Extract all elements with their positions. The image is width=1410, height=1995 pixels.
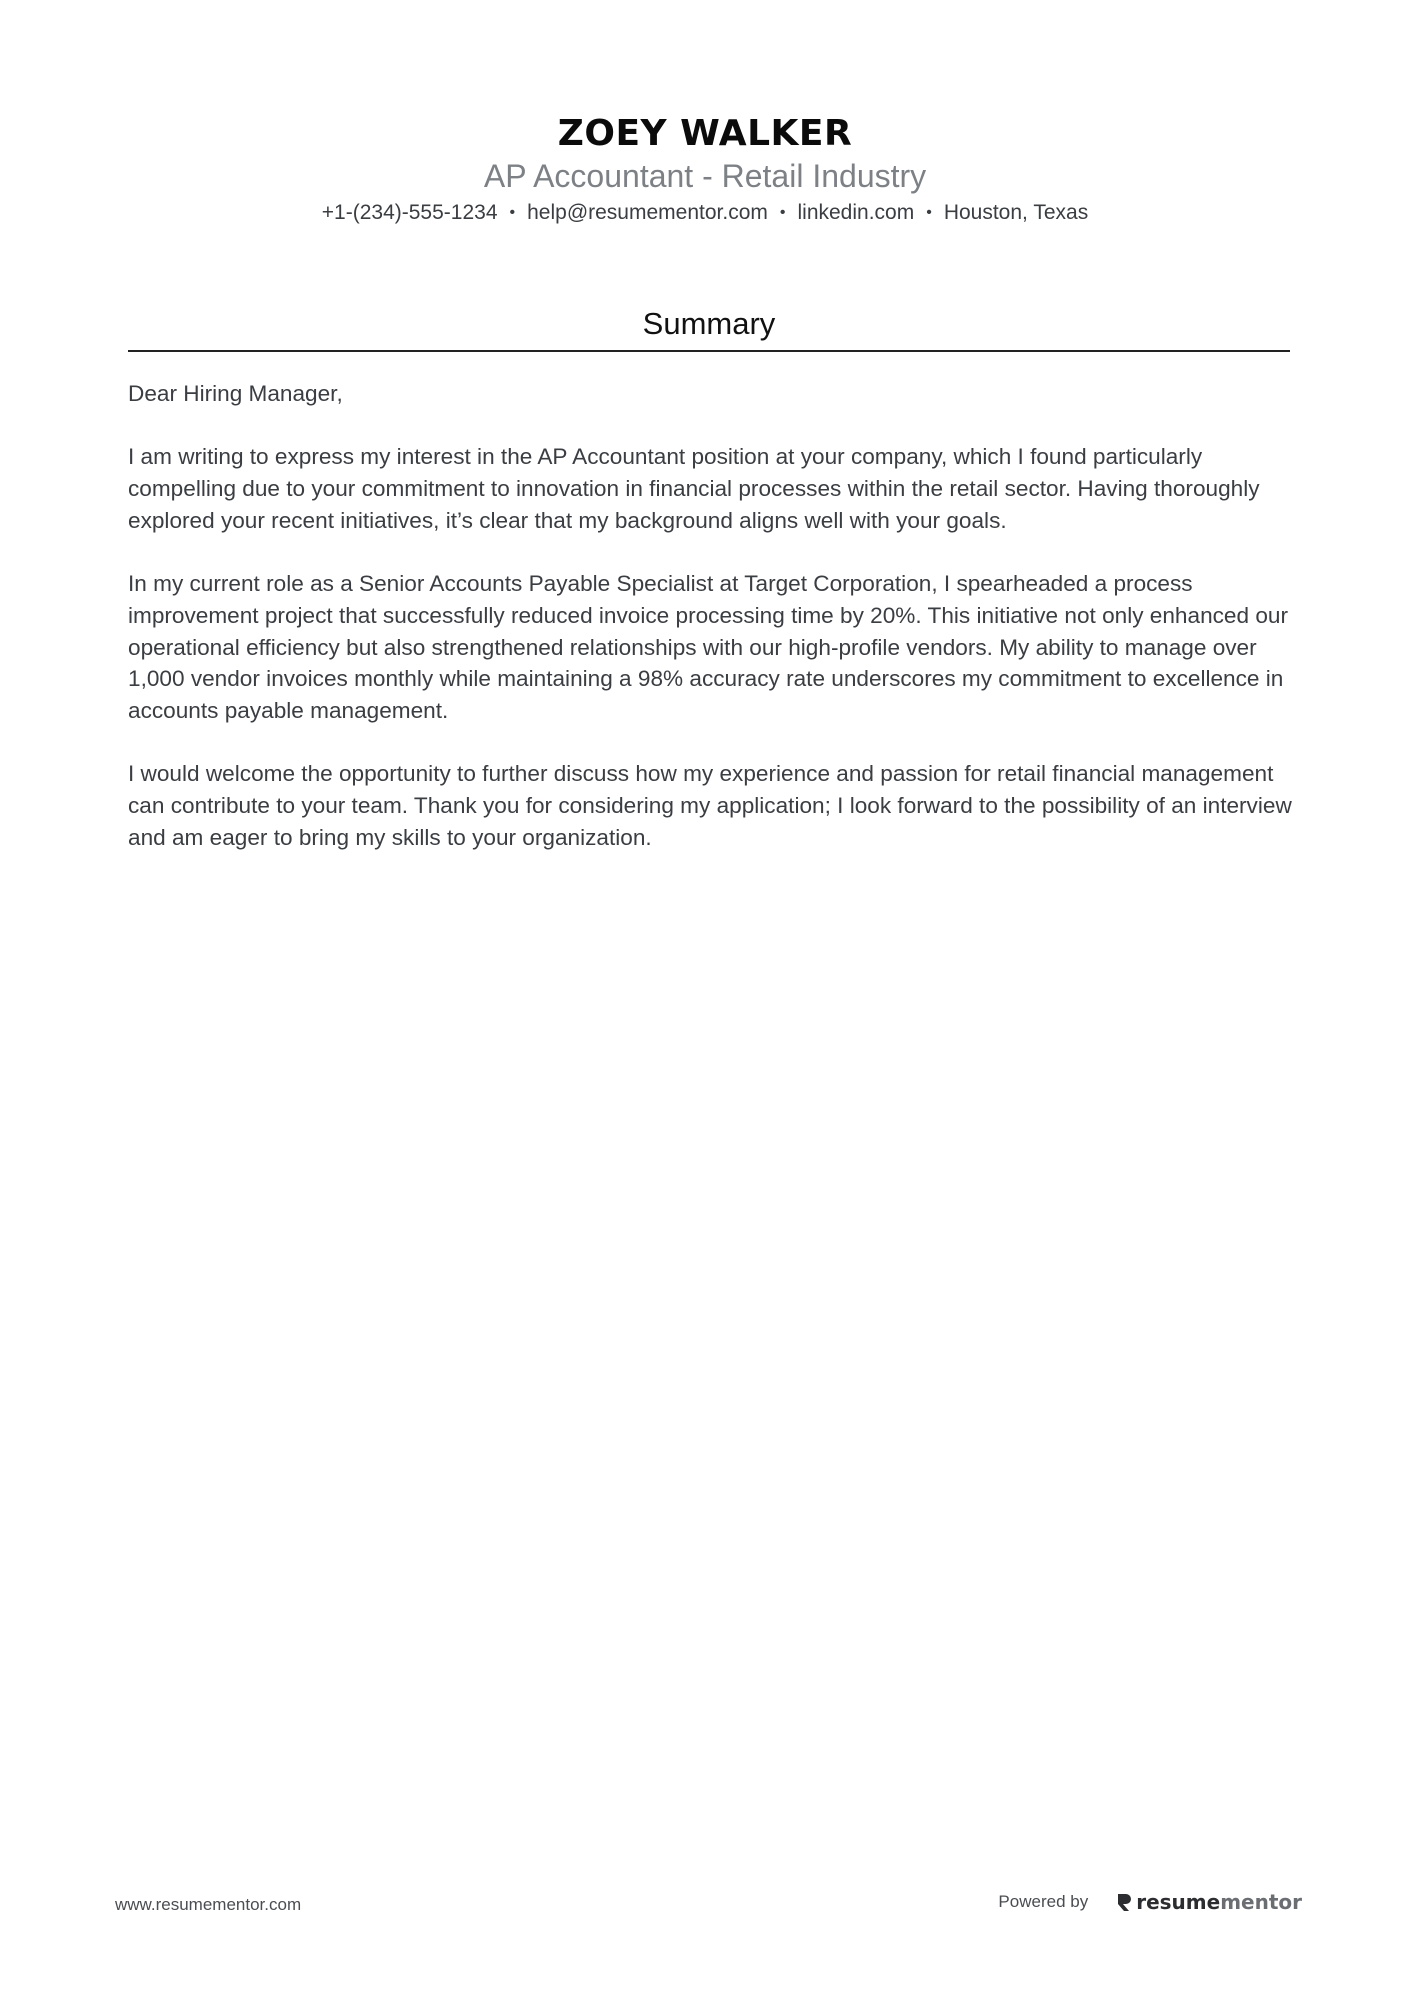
contact-line (0, 198, 1410, 228)
summary-section (128, 302, 1290, 352)
letter-greeting: Dear Hiring Manager, (128, 381, 343, 406)
section-title: Summary (128, 302, 1290, 352)
resumementor-logo-icon (1116, 1892, 1132, 1912)
footer-branding (998, 1890, 1302, 1914)
letter-paragraph: In my current role as a Senior Accounts Payable Specialist at Target Corporation, I spearheaded a process improvement project that successfully reduced invoice processing time by 20%. This initiative not only enhanced our operational efficiency but also strengthened relationships with our high-profile vendors. My ability to manage over 1,000 vendor invoices monthly while maintaining a 98% accuracy rate underscores my commitment to excellence in accounts payable management. (128, 571, 1288, 723)
powered-by-label: Powered by (998, 1892, 1089, 1911)
candidate-name: ZOEY WALKER (557, 113, 853, 154)
letter-body (128, 378, 1292, 885)
contact-location: Houston, Texas (943, 201, 1089, 224)
contact-phone: +1-(234)-555-1234 (321, 201, 498, 224)
resume-header (0, 112, 1410, 228)
brand-name-part1: resume (1136, 1890, 1221, 1914)
letter-paragraph: I am writing to express my interest in the AP Accountant position at your company, which I found particularly compelling due to your commitment to innovation in financial processes within the retail sector. Having thoroughly explored your recent initiatives, it’s clear that my background aligns well with your goals. (128, 444, 1260, 533)
bullet-separator: • (509, 204, 516, 221)
contact-email[interactable]: help@resumementor.com (527, 201, 768, 224)
footer-website[interactable]: www.resumementor.com (115, 1895, 302, 1914)
bullet-separator: • (926, 204, 932, 221)
job-title: AP Accountant - Retail Industry (483, 158, 927, 194)
brand-logo[interactable] (1116, 1890, 1302, 1914)
contact-linkedin[interactable]: linkedin.com (797, 201, 915, 224)
brand-name-part2: mentor (1220, 1890, 1302, 1914)
letter-paragraph: I would welcome the opportunity to further discuss how my experience and passion for retail financial management can contribute to your team. Thank you for considering my application; I look forward to the possibility of an interview and am eager to bring my skills to your organization. (128, 761, 1292, 850)
bullet-separator: • (779, 204, 786, 221)
